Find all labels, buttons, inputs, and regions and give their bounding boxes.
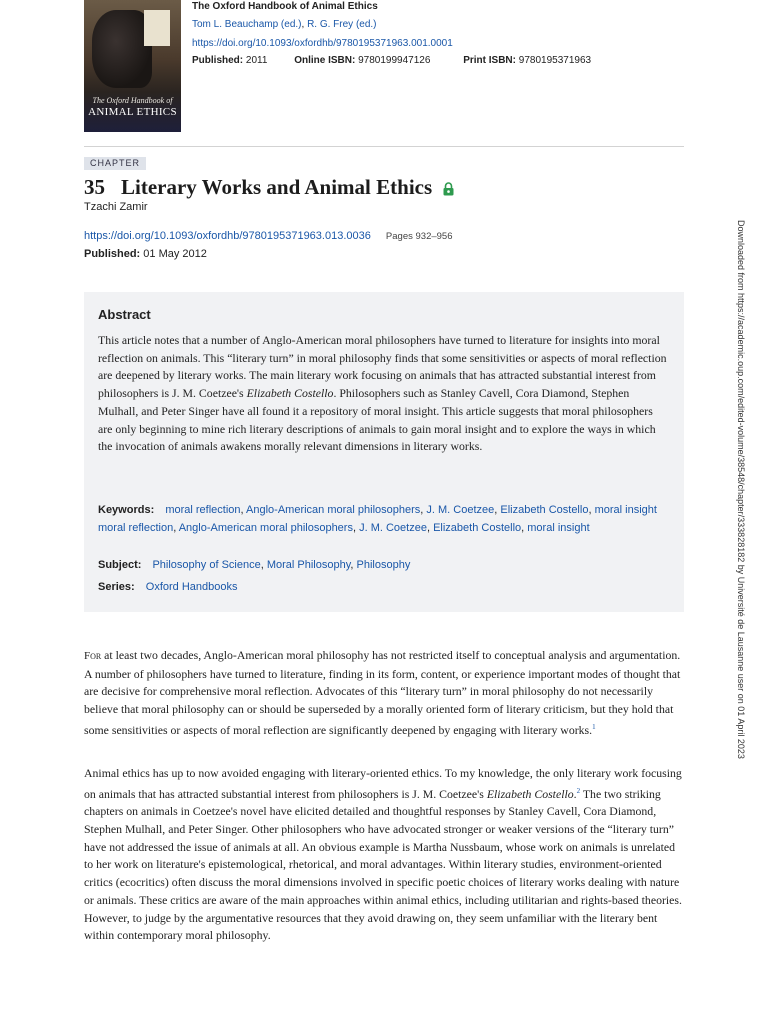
- abstract-italic-title: Elizabeth Costello: [246, 386, 334, 401]
- cover-label-strip: [144, 10, 170, 46]
- paragraph-lead-word: For: [84, 650, 102, 662]
- chapter-number: 35: [84, 175, 105, 199]
- editor-link-beauchamp[interactable]: Tom L. Beauchamp (ed.): [192, 19, 302, 30]
- editor-link-frey[interactable]: R. G. Frey (ed.): [307, 19, 377, 30]
- open-access-lock-icon: [443, 177, 454, 202]
- keyword-link[interactable]: moral reflection: [165, 504, 241, 516]
- body-paragraph-2: [84, 765, 684, 945]
- chapter-title-text: Literary Works and Animal Ethics: [121, 175, 433, 199]
- book-metadata: [192, 0, 591, 66]
- book-title[interactable]: The Oxford Handbook of Animal Ethics: [192, 1, 378, 12]
- series-row: [98, 581, 237, 593]
- cover-title-line1: The Oxford Handbook of: [92, 96, 173, 105]
- cover-title-line2: ANIMAL ETHICS: [88, 106, 177, 118]
- abstract-panel: [84, 292, 684, 612]
- paragraph-2-period: .: [573, 786, 577, 801]
- series-link[interactable]: Oxford Handbooks: [145, 581, 238, 593]
- abstract-text: [98, 332, 668, 456]
- paragraph-2-text-b: The two striking chapters on animals in Coetzee's novel have elicited detailed and thoughtful responses by Stanley Cavell, Cora Diamond, Stephen Mulhall, and Peter Singer. Other philosophers who have advocated stronger or weaker versions of the “literary turn” have not addressed the issue of animals at all. An obvious example is Martha Nussbaum, whose work on animals is unrelated to her work on literature's epistemological, rhetorical, and moral advantages. Within literary studies, environment-oriented critics (ecocritics) often discuss the moral dimensions involved in specific poetic choices of literary works dealing with nature or animals. These critics are aware of the main approaches within animal ethics, including utilitarian and rights-based theories. However, to judge by the argumentative resources that they avoid drawing on, they seem unfamiliar with the literary bent within contemporary moral philosophy.: [84, 786, 682, 943]
- paragraph-1-text: at least two decades, Anglo-American moral philosophy has not restricted itself to conceptual analysis and argumentation. A number of philosophers have turned to literature, finding in its form, content, or experience important modes of thought that are decisive for comprehensive moral reflection. Advocates of this “literary turn” in moral philosophy do not necessarily believe that moral philosophy can or should be superseded by a morally oriented form of literary criticism, but they hold that some sensitivities or aspects of moral reflection are significantly deepened by engaging with literary works.: [84, 648, 681, 737]
- subject-label: Subject:: [98, 559, 142, 571]
- keyword-link[interactable]: J. M. Coetzee: [426, 504, 495, 516]
- chapter-doi-link[interactable]: https://doi.org/10.1093/oxfordhb/9780195371963.013.0036: [84, 230, 371, 242]
- book-cover-image[interactable]: [84, 0, 181, 132]
- chapter-doi-row: [84, 230, 452, 242]
- book-publication-row: [192, 55, 591, 66]
- chapter-published: [84, 248, 207, 260]
- print-isbn-value: 9780195371963: [518, 55, 592, 66]
- abstract-text-part1: This article notes that a number of Anglo-American moral philosophers have turned to literature for insights into moral reflection on animals. This “literary turn” in moral philosophy finds that some sensitivities or aspects of moral reflection are deepened by literary works. The main literary work focusing on animals that has attracted substantial interest from philosophers is J. M. Coetzee's: [98, 333, 667, 401]
- chapter-title: [84, 175, 454, 202]
- keyword-link[interactable]: moral insight: [527, 522, 590, 534]
- book-editors: Tom L. Beauchamp (ed.), R. G. Frey (ed.): [192, 19, 377, 30]
- abstract-text-part2: . Philosophers such as Stanley Cavell, Cora Diamond, Stephen Mulhall, and Peter Singer have all found it a repository of moral insight. This article suggests that moral philosophers are only beginning to mine rich literary descriptions of animals to gain moral insight and to explore the ways in which the invocation of animals awakens morally relevant dimensions in literary works.: [98, 386, 656, 454]
- keyword-link[interactable]: moral insight moral reflection: [98, 504, 657, 534]
- keyword-link[interactable]: Anglo-American moral philosophers: [178, 522, 353, 534]
- download-watermark: Downloaded from https://academic.oup.com/edited-volume/38548/chapter/333828182 by Université de Lausanne user on 01 April 2023: [736, 220, 746, 759]
- keyword-link[interactable]: Anglo-American moral philosophers: [246, 504, 421, 516]
- subject-link[interactable]: Philosophy: [356, 559, 411, 571]
- footnote-ref-1[interactable]: 1: [592, 722, 596, 731]
- book-doi-link[interactable]: https://doi.org/10.1093/oxfordhb/9780195371963.001.0001: [192, 38, 453, 49]
- chapter-type-badge: CHAPTER: [84, 157, 146, 170]
- subject-link[interactable]: Philosophy of Science: [152, 559, 261, 571]
- horse-illustration: [92, 10, 152, 88]
- online-isbn-value: 9780199947126: [358, 55, 431, 66]
- abstract-heading: Abstract: [98, 307, 151, 322]
- chapter-published-label: Published:: [84, 248, 141, 260]
- keywords-row: Keywords: moral reflection, Anglo-American moral philosophers, J. M. Coetzee, Elizabeth Costello, moral insight moral reflection, Anglo-American moral philosophers, J. M. Coetzee, Elizabeth Costello, moral insight: [98, 504, 657, 534]
- keyword-link[interactable]: J. M. Coetzee: [359, 522, 427, 534]
- divider: [84, 146, 684, 147]
- chapter-published-value: 01 May 2012: [143, 248, 207, 260]
- book-published-value: 2011: [245, 55, 268, 66]
- keyword-link[interactable]: Elizabeth Costello: [500, 504, 589, 516]
- keywords-label: Keywords:: [98, 504, 155, 516]
- body-paragraph-1: [84, 647, 684, 739]
- keyword-link[interactable]: Elizabeth Costello: [433, 522, 522, 534]
- online-isbn-label: Online ISBN:: [294, 55, 356, 66]
- paragraph-2-text-a: Animal ethics has up to now avoided engaging with literary-oriented ethics. To my knowledge, the only literary work focusing on animals that has attracted substantial interest from philosophers is J. M. Coetzee's: [84, 766, 682, 801]
- footnote-ref-2[interactable]: 2: [576, 786, 581, 795]
- paragraph-2-italic-title: Elizabeth Costello: [486, 786, 574, 801]
- subject-link[interactable]: Moral Philosophy: [266, 559, 351, 571]
- print-isbn-label: Print ISBN:: [463, 55, 516, 66]
- chapter-author[interactable]: Tzachi Zamir: [84, 201, 148, 213]
- series-label: Series:: [98, 581, 135, 593]
- book-published-label: Published:: [192, 55, 244, 66]
- chapter-pages: Pages 932–956: [385, 231, 453, 242]
- subject-row: Subject: Philosophy of Science, Moral Philosophy, Philosophy: [98, 559, 411, 571]
